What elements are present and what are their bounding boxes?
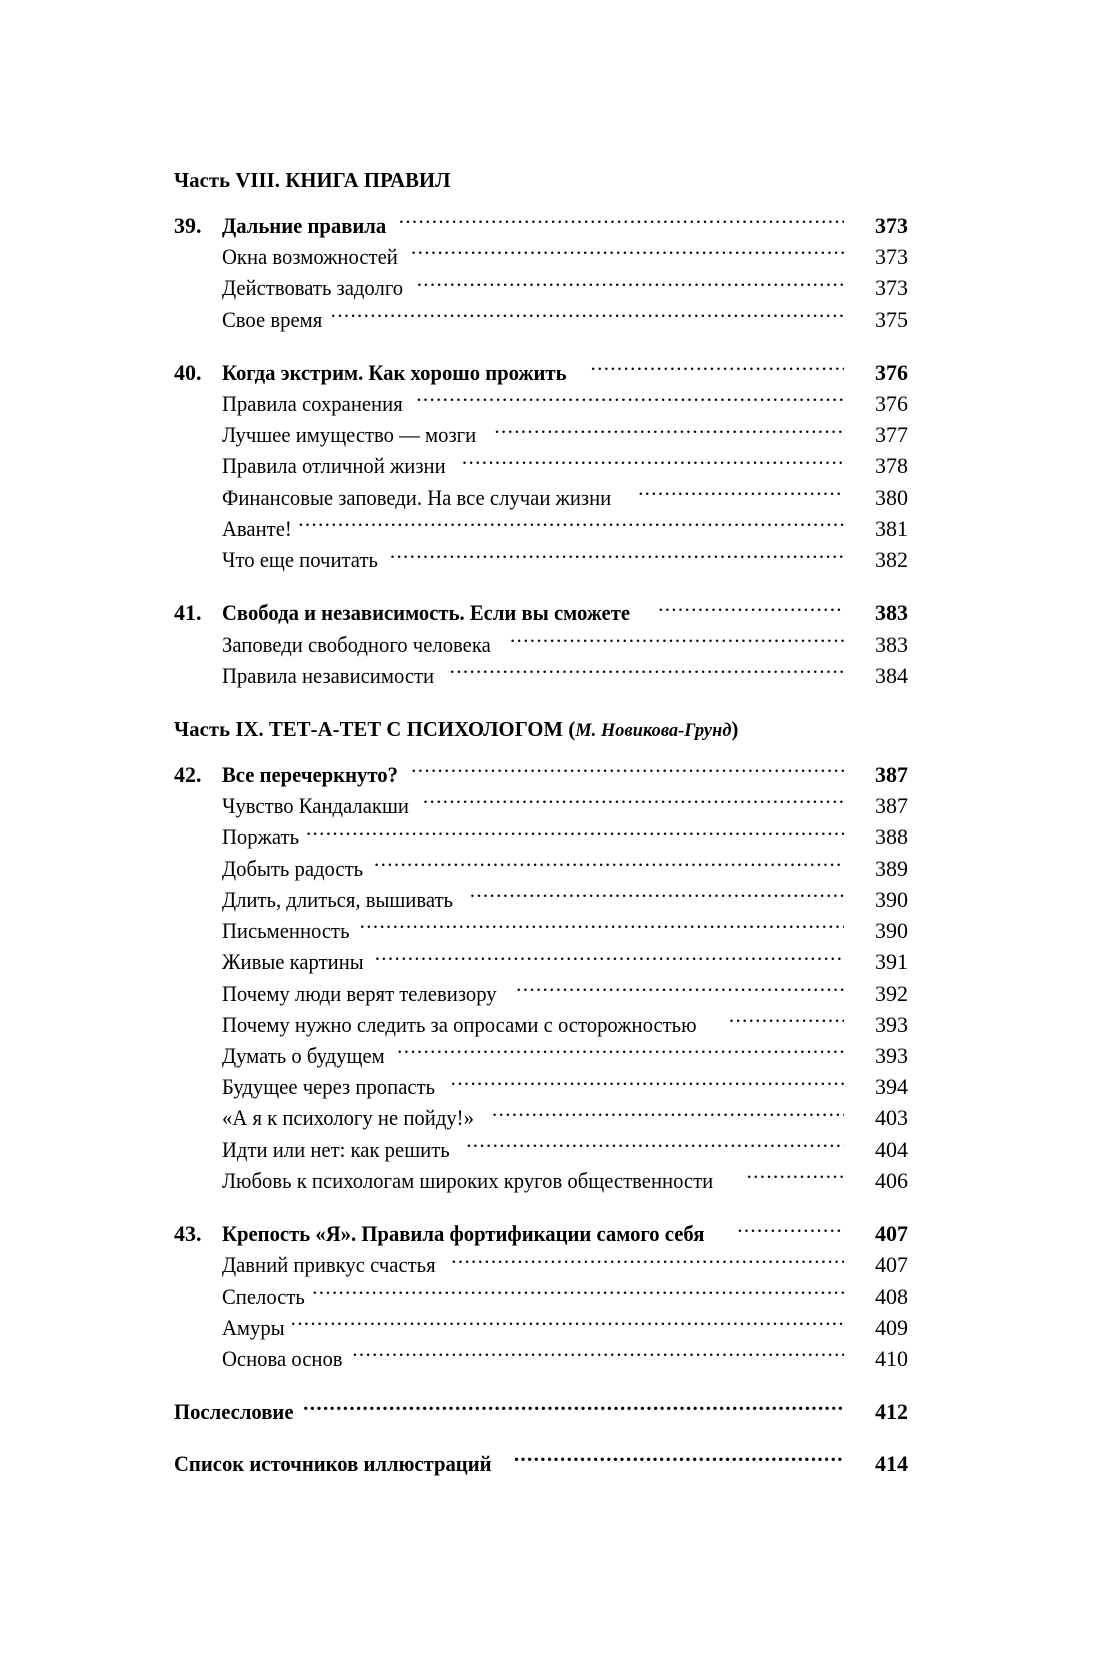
toc-entry-row[interactable] bbox=[174, 1134, 908, 1165]
toc-entry-row[interactable] bbox=[174, 1343, 908, 1374]
toc-entry-row[interactable] bbox=[174, 419, 908, 450]
toc-standalone-row-illustration-sources[interactable] bbox=[174, 1448, 908, 1479]
dot-leader bbox=[462, 457, 844, 473]
entry-title: Лучшее имущество — мозги bbox=[222, 422, 477, 448]
entry-title: Думать о будущем bbox=[222, 1042, 385, 1068]
page-number: 393 bbox=[875, 1011, 908, 1037]
entry-title: Финансовые заповеди. На все случаи жизни bbox=[222, 484, 612, 510]
dot-leader bbox=[451, 1256, 844, 1272]
dot-leader bbox=[390, 551, 844, 567]
toc-chapter-row[interactable] bbox=[174, 597, 908, 628]
chapter-group-43 bbox=[174, 1218, 908, 1374]
entry-title: Почему люди верят телевизору bbox=[222, 980, 497, 1006]
toc-entry-row[interactable] bbox=[174, 1249, 908, 1280]
part-heading-viii-text: Часть VIII. КНИГА ПРАВИЛ bbox=[174, 168, 451, 192]
dot-leader bbox=[638, 489, 844, 505]
toc-entry-row[interactable] bbox=[174, 1071, 908, 1102]
toc-entry-row[interactable] bbox=[174, 388, 908, 419]
dot-leader bbox=[466, 1141, 844, 1157]
page-number: 384 bbox=[875, 662, 908, 688]
page-number: 373 bbox=[875, 275, 908, 301]
entry-title: Спелость bbox=[222, 1283, 305, 1309]
toc-entry-row[interactable] bbox=[174, 513, 908, 544]
page-number: 414 bbox=[875, 1450, 908, 1476]
page-number: 387 bbox=[875, 761, 908, 787]
dot-leader bbox=[737, 1225, 844, 1241]
dot-leader bbox=[331, 311, 844, 327]
entry-title: «А я к психологу не пойду!» bbox=[222, 1105, 474, 1131]
chapter-group-40 bbox=[174, 357, 908, 576]
toc-entry-row[interactable] bbox=[174, 241, 908, 272]
entry-title: Почему нужно следить за опросами с осторожностью bbox=[222, 1011, 697, 1037]
page-number: 394 bbox=[875, 1074, 908, 1100]
entry-title: Аванте! bbox=[222, 515, 292, 541]
entry-title: Амуры bbox=[222, 1314, 285, 1340]
toc-entry-row[interactable] bbox=[174, 1312, 908, 1343]
toc-chapter-row[interactable] bbox=[174, 1218, 908, 1249]
toc-standalone-row-afterword[interactable] bbox=[174, 1396, 908, 1427]
toc-entry-row[interactable] bbox=[174, 272, 908, 303]
page-number: 387 bbox=[875, 793, 908, 819]
entry-title: Правила независимости bbox=[222, 662, 435, 688]
chapter-title: Когда экстрим. Как хорошо прожить bbox=[222, 359, 567, 385]
page-number: 389 bbox=[875, 855, 908, 881]
dot-leader bbox=[417, 279, 844, 295]
toc-entry-row[interactable] bbox=[174, 1281, 908, 1312]
dot-leader bbox=[375, 953, 844, 969]
dot-leader bbox=[747, 1172, 844, 1188]
entry-title: Длить, длиться, вышивать bbox=[222, 886, 453, 912]
dot-leader bbox=[591, 364, 845, 380]
dot-leader bbox=[411, 248, 844, 264]
dot-leader bbox=[312, 1288, 844, 1304]
page-number: 388 bbox=[875, 824, 908, 850]
dot-leader bbox=[423, 797, 844, 813]
dot-leader bbox=[658, 604, 844, 620]
toc-entry-row[interactable] bbox=[174, 853, 908, 884]
toc-chapter-row[interactable] bbox=[174, 759, 908, 790]
dot-leader bbox=[510, 636, 844, 652]
toc-entry-row[interactable] bbox=[174, 629, 908, 660]
entry-title: Свое время bbox=[222, 306, 323, 332]
chapter-group-39 bbox=[174, 210, 908, 335]
dot-leader bbox=[450, 667, 844, 683]
entry-title: Идти или нет: как решить bbox=[222, 1136, 450, 1162]
entry-title: Действовать задолго bbox=[222, 275, 404, 301]
chapter-title: Свобода и независимость. Если вы сможете bbox=[222, 600, 631, 626]
entry-title: Письменность bbox=[222, 918, 350, 944]
toc-entry-row[interactable] bbox=[174, 915, 908, 946]
page-number: 406 bbox=[875, 1167, 908, 1193]
toc-entry-row[interactable] bbox=[174, 1102, 908, 1133]
page-number: 376 bbox=[875, 390, 908, 416]
chapter-title: Крепость «Я». Правила фортификации самого себя bbox=[222, 1221, 705, 1247]
page-number: 391 bbox=[875, 949, 908, 975]
page-number: 382 bbox=[875, 547, 908, 573]
chapter-title: Дальние правила bbox=[222, 212, 387, 238]
dot-leader bbox=[516, 985, 844, 1001]
page-number: 412 bbox=[875, 1399, 908, 1425]
dot-leader bbox=[494, 426, 844, 442]
entry-title: Чувство Кандалакши bbox=[222, 793, 409, 819]
entry-title: Правила отличной жизни bbox=[222, 453, 446, 479]
toc-entry-row[interactable] bbox=[174, 660, 908, 691]
entry-title: Будущее через пропасть bbox=[222, 1074, 436, 1100]
part-heading-ix-text-after: ) bbox=[731, 717, 739, 742]
page-number: 377 bbox=[875, 422, 908, 448]
chapter-number: 39. bbox=[174, 212, 202, 238]
page-number: 410 bbox=[875, 1346, 908, 1372]
chapter-number: 40. bbox=[174, 359, 202, 385]
entry-title: Послесловие bbox=[174, 1399, 294, 1425]
dot-leader bbox=[374, 860, 844, 876]
page-number: 390 bbox=[875, 886, 908, 912]
page-number: 407 bbox=[875, 1221, 908, 1247]
page-number: 403 bbox=[875, 1105, 908, 1131]
entry-title: Правила сохранения bbox=[222, 390, 403, 416]
dot-leader bbox=[514, 1455, 844, 1471]
part-heading-viii bbox=[174, 168, 879, 194]
dot-leader bbox=[492, 1109, 844, 1125]
part-heading-ix-author: М. Новикова-Грунд bbox=[575, 720, 732, 742]
chapter-number: 43. bbox=[174, 1221, 202, 1247]
page-number: 409 bbox=[875, 1314, 908, 1340]
page-number: 380 bbox=[875, 484, 908, 510]
page-number: 390 bbox=[875, 918, 908, 944]
chapter-number: 41. bbox=[174, 600, 202, 626]
page-number: 383 bbox=[875, 631, 908, 657]
toc-entry-row[interactable] bbox=[174, 884, 908, 915]
entry-title: Живые картины bbox=[222, 949, 364, 975]
toc-entry-row[interactable] bbox=[174, 304, 908, 335]
dot-leader bbox=[291, 1319, 844, 1335]
entry-title: Давний привкус счастья bbox=[222, 1252, 436, 1278]
page-number: 375 bbox=[875, 306, 908, 332]
entry-title: Основа основ bbox=[222, 1346, 343, 1372]
toc-entry-row[interactable] bbox=[174, 946, 908, 977]
part-heading-ix bbox=[174, 717, 879, 743]
entry-title: Список источников иллюстраций bbox=[174, 1450, 492, 1476]
toc-entry-row[interactable] bbox=[174, 482, 908, 513]
page-number: 392 bbox=[875, 980, 908, 1006]
dot-leader bbox=[729, 1016, 844, 1032]
page-number: 378 bbox=[875, 453, 908, 479]
dot-leader bbox=[306, 828, 844, 844]
chapter-title: Все перечеркнуто? bbox=[222, 761, 398, 787]
dot-leader bbox=[303, 1403, 844, 1419]
chapter-number: 42. bbox=[174, 761, 202, 787]
entry-title: Заповеди свободного человека bbox=[222, 631, 491, 657]
toc-entry-row[interactable] bbox=[174, 978, 908, 1009]
page-number: 381 bbox=[875, 515, 908, 541]
page-number: 376 bbox=[875, 359, 908, 385]
entry-title: Любовь к психологам широких кругов общественности bbox=[222, 1167, 714, 1193]
dot-leader bbox=[352, 1350, 844, 1366]
toc-entry-row[interactable] bbox=[174, 450, 908, 481]
page-number: 408 bbox=[875, 1283, 908, 1309]
entry-title: Добыть радость bbox=[222, 855, 364, 881]
entry-title: Поржать bbox=[222, 824, 300, 850]
page-number: 404 bbox=[875, 1136, 908, 1162]
dot-leader bbox=[399, 217, 844, 233]
toc-entry-row[interactable] bbox=[174, 1040, 908, 1071]
page-number: 393 bbox=[875, 1042, 908, 1068]
entry-title: Что еще почитать bbox=[222, 547, 378, 573]
dot-leader bbox=[360, 922, 844, 938]
afterword-group bbox=[174, 1396, 908, 1427]
toc-chapter-row[interactable] bbox=[174, 357, 908, 388]
toc-entry-row[interactable] bbox=[174, 790, 908, 821]
page-number: 373 bbox=[875, 212, 908, 238]
toc-entry-row[interactable] bbox=[174, 1009, 908, 1040]
dot-leader bbox=[298, 520, 844, 536]
entry-title: Окна возможностей bbox=[222, 244, 398, 270]
dot-leader bbox=[397, 1047, 844, 1063]
dot-leader bbox=[451, 1078, 844, 1094]
page-number: 407 bbox=[875, 1252, 908, 1278]
dot-leader bbox=[411, 766, 844, 782]
toc-entry-row[interactable] bbox=[174, 544, 908, 575]
dot-leader bbox=[470, 891, 844, 907]
toc-entry-row[interactable] bbox=[174, 1165, 908, 1196]
dot-leader bbox=[416, 395, 844, 411]
part-heading-ix-text: Часть IX. ТЕТ-А-ТЕТ С ПСИХОЛОГОМ ( bbox=[174, 717, 576, 742]
toc-entry-row[interactable] bbox=[174, 821, 908, 852]
page-number: 383 bbox=[875, 600, 908, 626]
toc-chapter-row[interactable] bbox=[174, 210, 908, 241]
page-number: 373 bbox=[875, 244, 908, 270]
table-of-contents bbox=[174, 168, 908, 1499]
illustration-sources-group bbox=[174, 1448, 908, 1479]
chapter-group-41 bbox=[174, 597, 908, 691]
chapter-group-42 bbox=[174, 759, 908, 1196]
